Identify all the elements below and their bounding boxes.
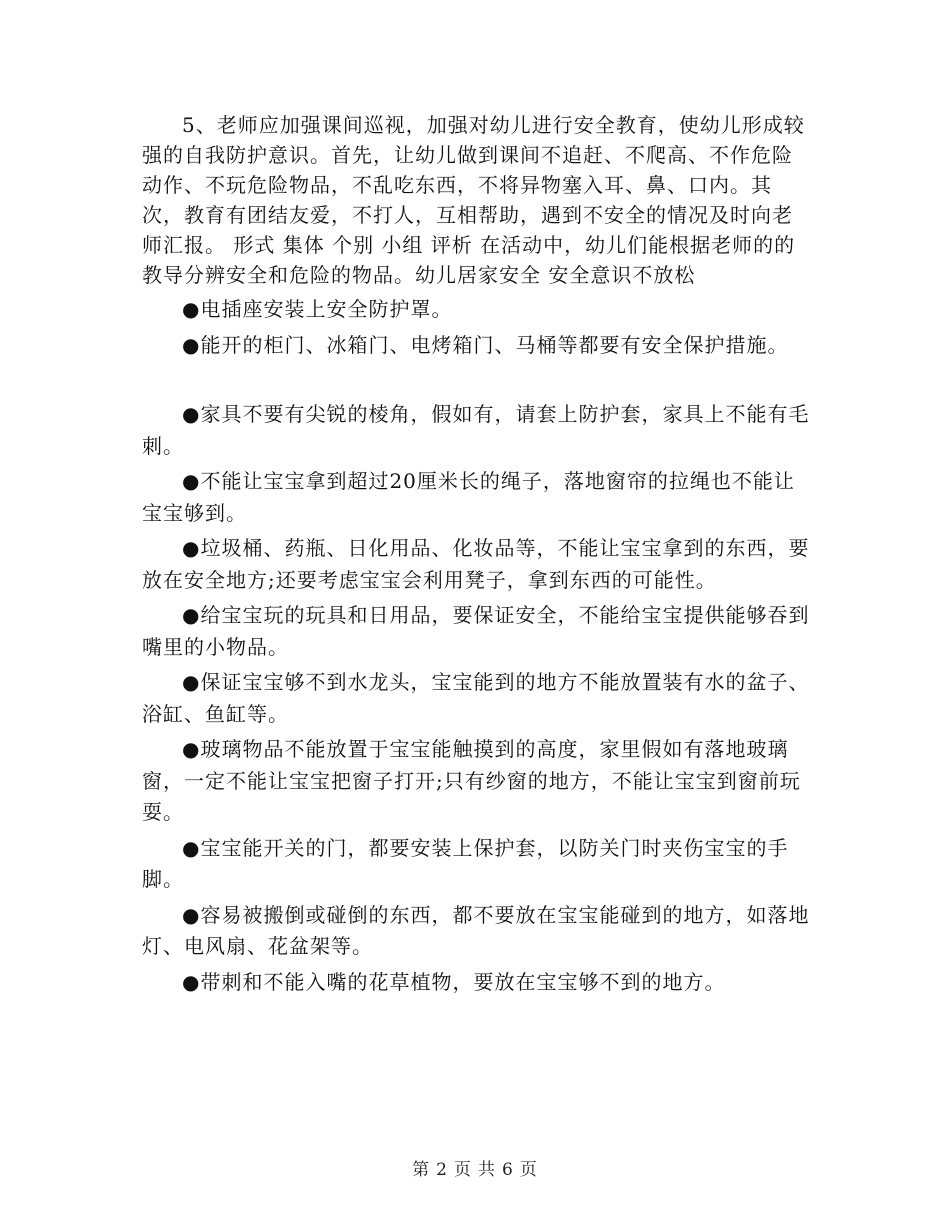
paragraph-gap <box>142 361 812 395</box>
page-footer <box>0 1155 950 1180</box>
footer-page-label: 页 <box>454 1160 472 1180</box>
bullet-item: ●保证宝宝够不到水龙头，宝宝能到的地方不能放置装有水的盆子、浴缸、鱼缸等。 <box>142 670 810 726</box>
bullet-item: ●带刺和不能入嘴的花草植物，要放在宝宝够不到的地方。 <box>182 969 726 994</box>
bullet-item: ●不能让宝宝拿到超过20厘米长的绳子，落地窗帘的拉绳也不能让宝宝够到。 <box>142 469 795 525</box>
footer-total-pages: 6 <box>502 1160 514 1180</box>
bullet-item: ●家具不要有尖锐的棱角，假如有，请套上防护套，家具上不能有毛刺。 <box>142 402 810 458</box>
intro-paragraph: 5、老师应加强课间巡视，加强对幼儿进行安全教育，使幼儿形成较强的自我防护意识。首先，让幼儿做到课间不追赶、不爬高、不作危险动作、不玩危险物品，不乱吃东西，不将异物塞入耳、鼻、口内。其次，教育有团结友爱，不打人，互相帮助，遇到不安全的情况及时向老师汇报。 形式 集体 个别 小组 评析 在活动中，幼儿们能根据老师的的教导分辨安全和危险的物品。幼儿居家安全 安全意识不放松 <box>142 113 805 287</box>
bullet-item: ●玻璃物品不能放置于宝宝能触摸到的高度，家里假如有落地玻璃窗，一定不能让宝宝把窗子打开;只有纱窗的地方，不能让宝宝到窗前玩耍。 <box>142 737 801 824</box>
bullet-item: ●能开的柜门、冰箱门、电烤箱门、马桶等都要有安全保护措施。 <box>182 332 789 357</box>
document-body <box>142 110 812 998</box>
footer-prefix: 第 <box>412 1160 431 1180</box>
bullet-item: ●给宝宝玩的玩具和日用品，要保证安全，不能给宝宝提供能够吞到嘴里的小物品。 <box>142 603 810 659</box>
footer-total-prefix: 共 <box>478 1160 496 1180</box>
bullet-item: ●容易被搬倒或碰倒的东西，都不要放在宝宝能碰到的地方，如落地灯、电风扇、花盆架等。 <box>142 902 810 958</box>
bullet-item: ●垃圾桶、药瓶、日化用品、化妆品等，不能让宝宝拿到的东西，要放在安全地方;还要考虑宝宝会利用凳子，拿到东西的可能性。 <box>142 536 810 592</box>
bullet-item: ●宝宝能开关的门，都要安装上保护套，以防关门时夹伤宝宝的手脚。 <box>142 835 789 891</box>
footer-total-label: 页 <box>519 1160 538 1180</box>
bullet-item: ●电插座安装上安全防护罩。 <box>182 297 453 321</box>
footer-current-page: 2 <box>436 1160 448 1180</box>
